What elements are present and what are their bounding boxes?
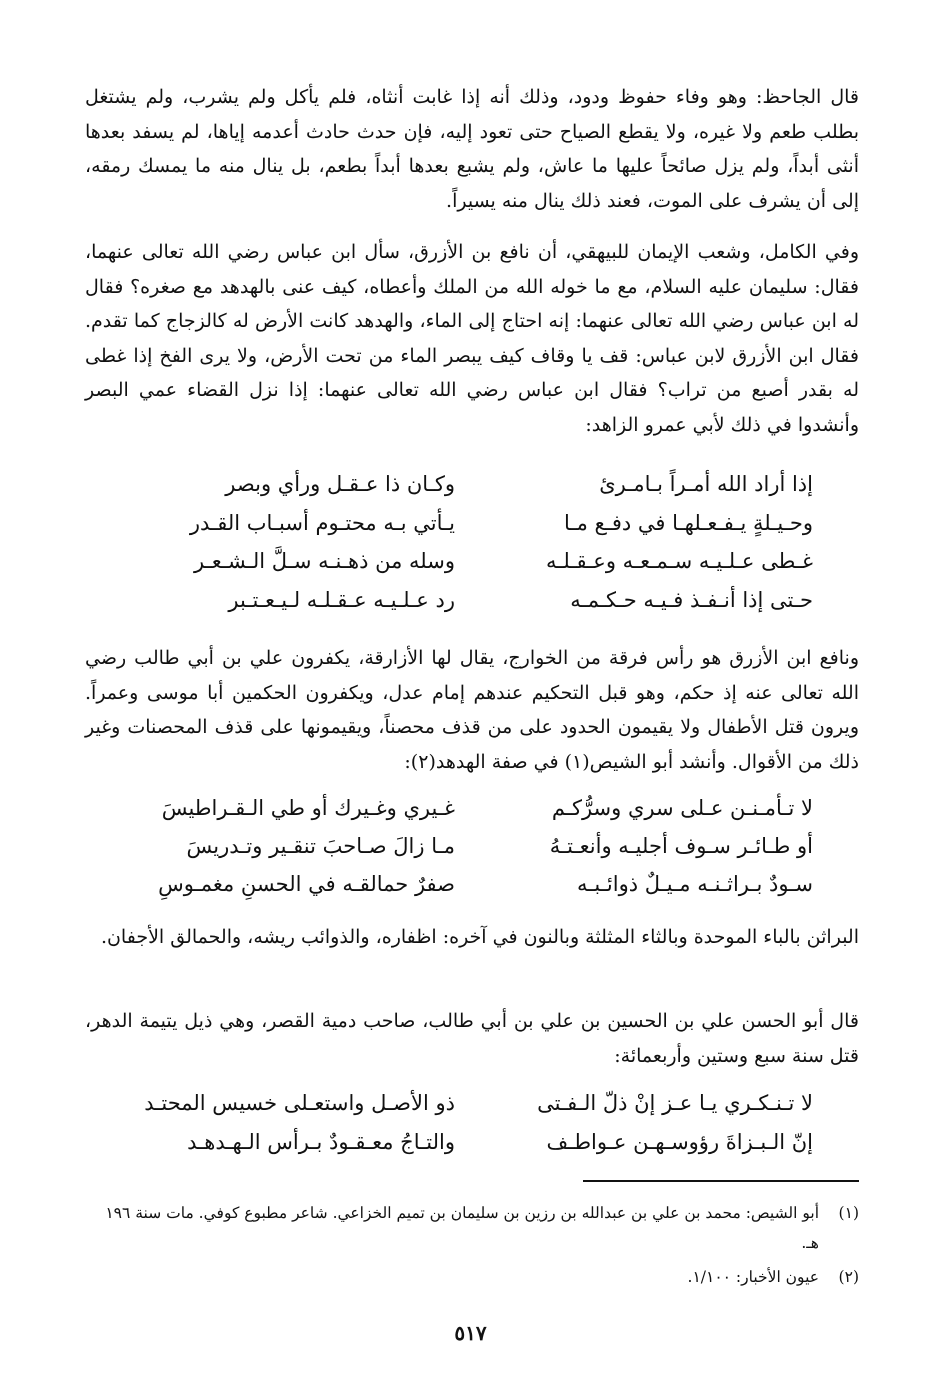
footnote-number: (١) <box>838 1204 859 1222</box>
verse-first-hemistich: إنّ الـبـزاةَ رؤوسـهـن عـواطـف <box>546 1130 813 1154</box>
verse-first-hemistich: وحـيـلةٍ يـفـعـلهـا في دفـع مـا <box>564 511 813 535</box>
verse-second-hemistich: رد عـلـيـه عـقـلـه لـيـعـتـبر <box>228 588 455 612</box>
footnote-separator <box>583 1180 859 1182</box>
verse-second-hemistich: ذو الأصـل واستعـلى خسيس المحتـد <box>144 1091 455 1115</box>
verse-second-hemistich: وكـان ذا عـقـل ورأي وبصر <box>225 472 455 496</box>
verse-first-hemistich: لا تـنـكـري يـا عـز إنْ ذلّ الـفـتى <box>537 1091 813 1115</box>
paragraph-abul-hasan: قال أبو الحسن علي بن الحسين بن علي بن أبي طالب، صاحب دمية القصر، وهي ذيل يتيمة الدهر، قتل سنة سبع وستين وأربعمائة: <box>85 1010 859 1067</box>
verse-line <box>130 543 813 579</box>
verse-line <box>130 466 813 502</box>
verse-first-hemistich: سـودٌ بـراثـنـه مـيـلٌ ذوائـبـه <box>576 872 813 896</box>
paragraph-barathin: البراثن بالباء الموحدة وبالثاء المثلثة وبالنون في آخره: اظفاره، والذوائب ريشه، والحمالق الأجفان. <box>100 926 859 948</box>
footnote-2 <box>85 1262 859 1292</box>
verse-line <box>130 1124 813 1160</box>
footnote-text: عيون الأخبار: ١/١٠٠. <box>687 1268 819 1286</box>
verse-second-hemistich: صفرٌ حمالقـه في الحسنِ مغمـوسِ <box>158 872 455 896</box>
verse-line <box>130 582 813 618</box>
verse-second-hemistich: غـيري وغـيرك أو طي الـقـراطيسَ <box>161 796 455 820</box>
paragraph-kamil: وفي الكامل، وشعب الإيمان للبيهقي، أن نافع بن الأزرق، سأل ابن عباس رضي الله تعالى عنهما، فقال: سليمان عليه السلام، مع ما خوله الله من الملك وأعطاه، كيف عنى بالهدهد مع صغره؟ فقال له ابن عباس رضي الله تعالى عنهما: إنه احتاج إلى الماء، والهدهد كانت الأرض له كالزجاج كما تقدم. فقال ابن الأزرق لابن عباس: قف يا وقاف كيف يبصر الماء من تحت الأرض، ولا يرى الفخ إذا غطى له بقدر أصبع من تراب؟ فقال ابن عباس رضي الله تعالى عنهما: إذا نزل القضاء عمي البصر وأنشدوا في ذلك لأبي عمرو الزاهد: <box>85 241 859 436</box>
footnote-number: (٢) <box>838 1268 859 1286</box>
verse-line <box>130 505 813 541</box>
verse-line <box>130 790 813 826</box>
verse-line <box>130 1085 813 1121</box>
verse-first-hemistich: أو طـائـر سـوف أجليـه وأنعـتـهُ <box>549 834 813 858</box>
verse-second-hemistich: وسله من ذهـنـه سـلَّ الـشـعـر <box>193 549 455 573</box>
verse-second-hemistich: مـا زالَ صـاحبَ تنقـير وتـدريسَ <box>186 834 455 858</box>
paragraph-nafi: ونافع ابن الأزرق هو رأس فرقة من الخوارج، يقال لها الأزارقة، يكفرون علي بن أبي طالب رضي الله تعالى عنه إذ حكم، وهو قبل التحكيم عندهم إمام عدل، ويكفرون الحكمين أبا موسى وعمراً. ويرون قتل الأطفال ولا يقيمون الحدود على من قذف محصناً، ويقيمونها على قذف المحصنات وغير ذلك من الأقوال. وأنشد أبو الشيص(١) في صفة الهدهد(٢): <box>85 647 859 773</box>
verse-first-hemistich: إذا أراد الله أمـراً بـامـرئ <box>599 472 813 496</box>
verse-second-hemistich: والتـاجُ معـقـودٌ بـرأس الـهـدهـد <box>187 1130 455 1154</box>
footnote-1 <box>85 1198 859 1258</box>
page-number: ٥١٧ <box>454 1321 487 1345</box>
footnote-text: أبو الشيص: محمد بن علي بن عبدالله بن رزين بن سليمان بن تميم الخزاعي. شاعر مطبوع كوفي. مات سنة ١٩٦ هـ. <box>105 1204 819 1252</box>
verse-line <box>130 866 813 902</box>
verse-second-hemistich: يـأتي بـه محتـوم أسبـاب القـدر <box>189 511 455 535</box>
paragraph-jahiz: قال الجاحظ: وهو وفاء حفوظ ودود، وذلك أنه إذا غابت أنثاه، فلم يأكل ولم يشرب، ولم يشتغل بطلب طعم ولا غيره، ولا يقطع الصياح حتى تعود إليه، فإن حدث حادث أعدمه إياها، لم يسفد بعدها أنثى أبداً، ولم يزل صائحاً عليها ما عاش، ولم يشبع بعدها أبداً بطعم، بل ينال منه ما يمسك رمقه، إلى أن يشرف على الموت، فعند ذلك ينال منه يسيراً. <box>85 86 859 212</box>
verse-first-hemistich: لا تـأمـنـن عـلى سري وسرُّكـم <box>551 796 813 820</box>
verse-first-hemistich: غـطى عـلـيـه سـمـعـه وعـقـلـه <box>546 549 813 573</box>
verse-first-hemistich: حـتى إذا أنـفـذ فـيـه حـكـمـه <box>570 588 813 612</box>
verse-line <box>130 828 813 864</box>
